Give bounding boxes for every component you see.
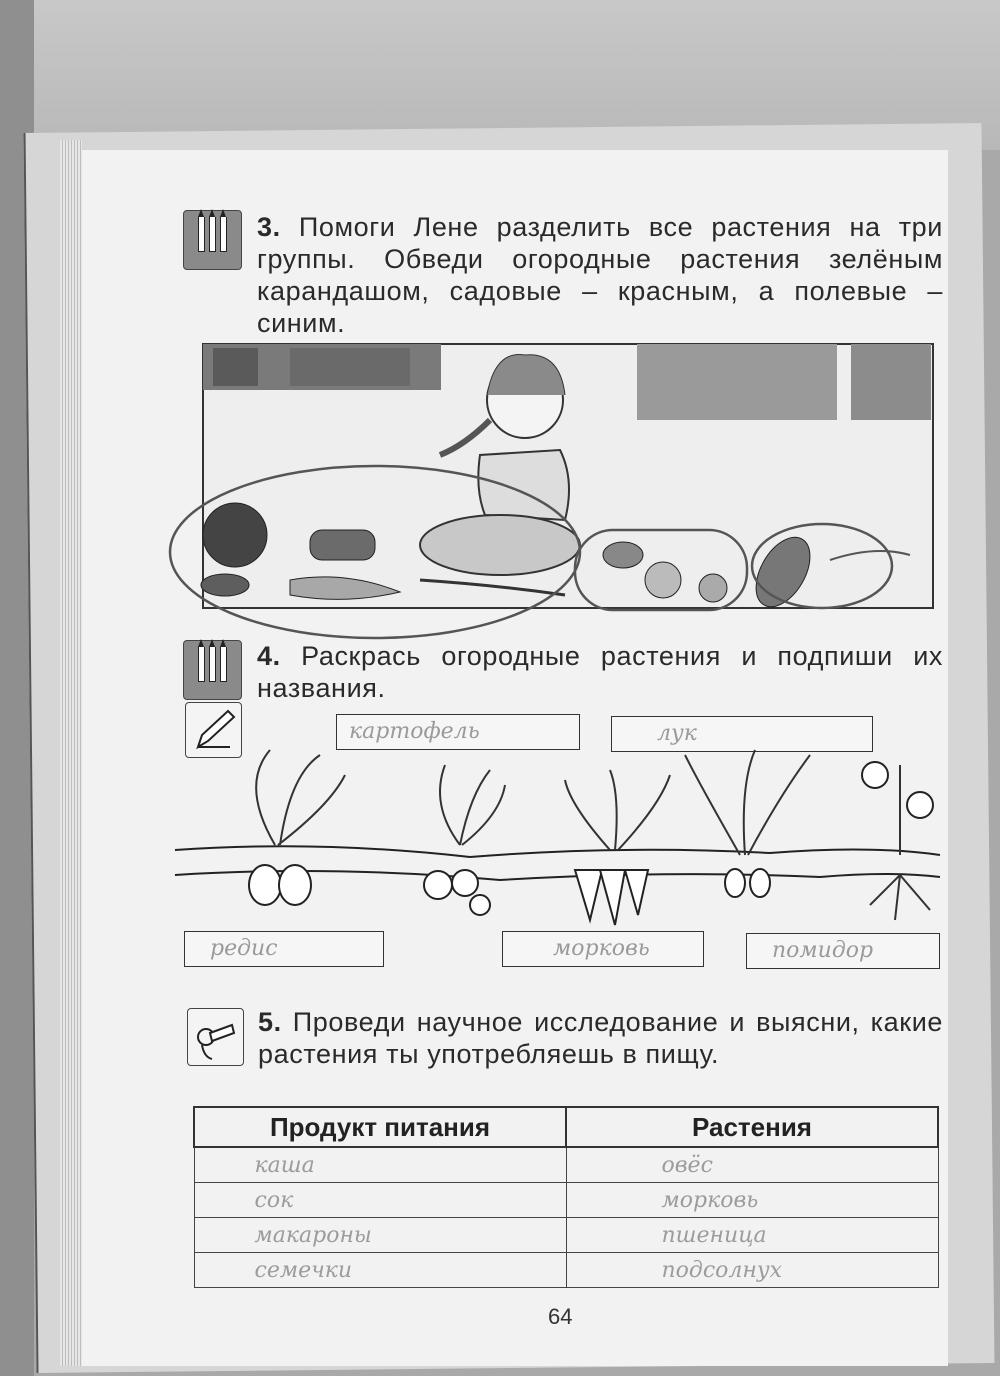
table-cell-plant[interactable]: подсолнух (566, 1253, 938, 1288)
answer-box-radish[interactable]: редис (184, 931, 384, 967)
table-row (194, 1147, 938, 1183)
table-cell-product[interactable]: сок (194, 1183, 566, 1218)
task-5-text (258, 1006, 943, 1070)
task-3-illustration (165, 340, 945, 640)
task-5-number: 5. (258, 1007, 282, 1037)
task-3-instruction: Помоги Лене разделить все растения на три группы. Обведи огородные растения зелёным карандашом, садовые – красным, а полевые – синим. (257, 212, 943, 338)
answer-box-tomato[interactable]: помидор (746, 933, 940, 969)
table-row (194, 1218, 938, 1253)
page-edges (60, 140, 82, 1366)
pencils-icon (183, 640, 242, 700)
table-header-row (194, 1107, 938, 1147)
answer-box-carrot[interactable]: морковь (502, 931, 704, 967)
vegetable-plants-illustration (170, 745, 945, 930)
table-row (194, 1253, 938, 1288)
food-plants-table (193, 1106, 939, 1288)
table-cell-product[interactable]: семечки (194, 1253, 566, 1288)
header-plants: Растения (566, 1107, 938, 1147)
page-number: 64 (548, 1304, 573, 1329)
table-cell-plant[interactable]: морковь (566, 1183, 938, 1218)
header-food-product: Продукт питания (194, 1107, 566, 1147)
table-cell-product[interactable]: макароны (194, 1218, 566, 1253)
task-4-instruction: Раскрась огородные растения и подпиши их названия. (257, 641, 943, 703)
answer-box-onion[interactable]: лук (611, 716, 873, 752)
pencils-icon (183, 210, 242, 270)
task-3-text (257, 211, 943, 339)
task-4-number: 4. (257, 641, 281, 671)
task-5-instruction: Проведи научное исследование и выясни, какие растения ты употребляешь в пищу. (258, 1007, 943, 1069)
task-4-text (257, 640, 943, 704)
table-cell-plant[interactable]: овёс (566, 1147, 938, 1183)
table-cell-product[interactable]: каша (194, 1147, 566, 1183)
answer-box-potato[interactable]: картофель (336, 714, 580, 750)
task-3-number: 3. (257, 212, 281, 242)
table-row (194, 1183, 938, 1218)
telescope-icon (187, 1008, 244, 1066)
table-cell-plant[interactable]: пшеница (566, 1218, 938, 1253)
